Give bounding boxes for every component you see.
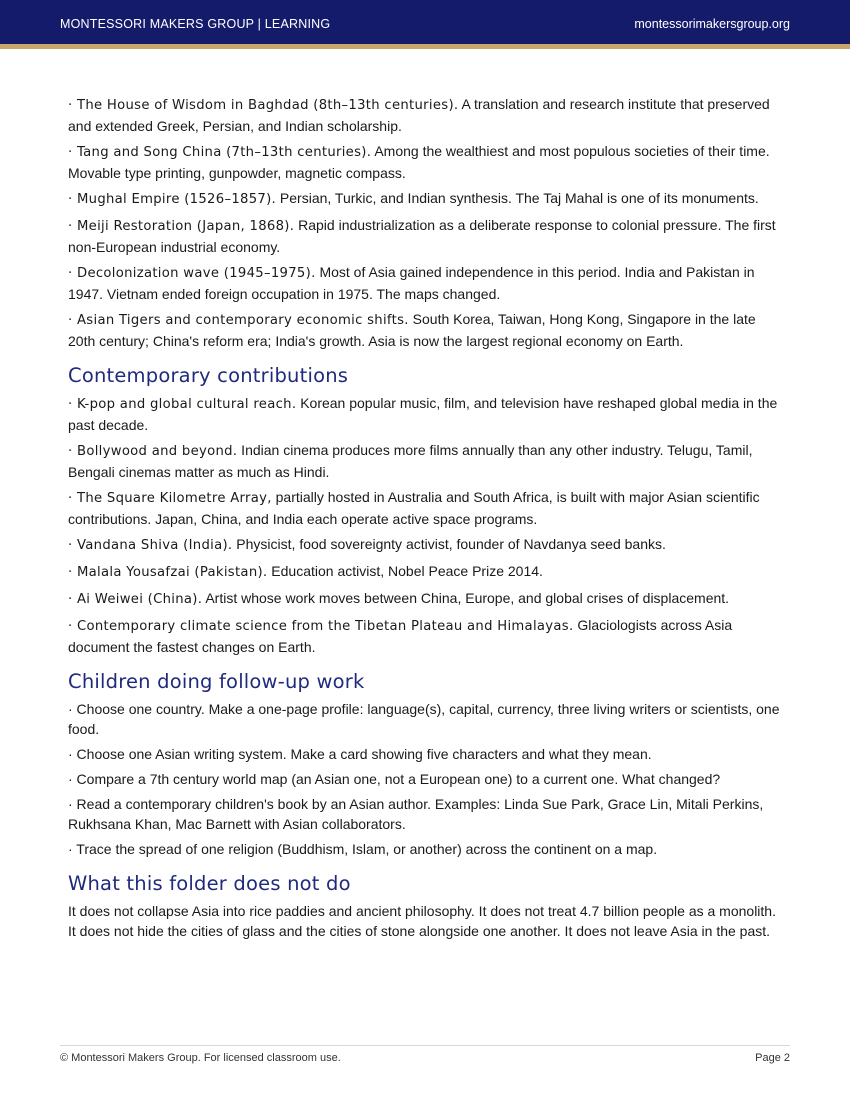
list-item [68, 588, 784, 610]
list-item-lead: · Contemporary climate science from the Tibetan Plateau and Himalayas. [68, 619, 574, 634]
list-item-lead: · Mughal Empire (1526–1857). [68, 192, 277, 207]
list-item-lead: · Tang and Song China (7th–13th centuries). [68, 145, 372, 160]
list-item: · Read a contemporary children's book by an Asian author. Examples: Linda Sue Park, Grace Lin, Mitali Perkins, Rukhsana Khan, Mac Barnett with Asian collaborators. [68, 796, 764, 832]
list-item [68, 141, 784, 183]
list-item-lead: · The Square Kilometre Array, [68, 491, 272, 506]
list-item-lead: · The House of Wisdom in Baghdad (8th–13th centuries). [68, 98, 459, 113]
section-heading-followup: Children doing follow-up work [68, 670, 365, 693]
list-item-text: Persian, Turkic, and Indian synthesis. The Taj Mahal is one of its monuments. [276, 190, 759, 206]
list-item [68, 534, 784, 556]
list-item-lead: · Bollywood and beyond. [68, 444, 238, 459]
list-item [68, 94, 784, 136]
page-content [68, 94, 784, 941]
list-item [68, 615, 784, 657]
not-do-paragraph: It does not collapse Asia into rice paddies and ancient philosophy. It does not treat 4.7 billion people as a monolith. It does not hide the cities of glass and the cities of stone alongside one another. It does not leave Asia in the past. [68, 903, 776, 939]
list-item-text: Education activist, Nobel Peace Prize 2014. [267, 563, 543, 579]
list-item-text: South Korea, Taiwan, Hong Kong, Singapore in the late 20th century; China's reform era; India's growth. Asia is now the largest regional economy on Earth. [68, 311, 756, 349]
list-item: · Compare a 7th century world map (an Asian one, not a European one) to a current one. What changed? [68, 771, 721, 787]
list-item: · Trace the spread of one religion (Buddhism, Islam, or another) across the continent on a map. [68, 841, 658, 857]
list-item-text: Artist whose work moves between China, Europe, and global crises of displacement. [202, 590, 730, 606]
list-item [68, 561, 784, 583]
list-item: · Choose one country. Make a one-page profile: language(s), capital, currency, three living writers or scientists, one food. [68, 701, 780, 737]
followup-list [68, 699, 784, 859]
list-item: · Choose one Asian writing system. Make a card showing five characters and what they mean. [68, 746, 652, 762]
list-item-text: partially hosted in Australia and South Africa, is built with major Asian scientific contributions. Japan, China, and India each operate active space programs. [68, 489, 760, 527]
list-item-text: Glaciologists across Asia document the fastest changes on Earth. [68, 617, 733, 655]
list-item-text: Korean popular music, film, and television have reshaped global media in the past decade. [68, 395, 778, 433]
list-item-lead: · K-pop and global cultural reach. [68, 397, 297, 412]
list-item [68, 309, 784, 351]
footer-rule [60, 1045, 790, 1046]
list-item-lead: · Decolonization wave (1945–1975). [68, 266, 316, 281]
footer-copyright: © Montessori Makers Group. For licensed classroom use. [60, 1052, 341, 1064]
list-item-lead: · Malala Yousafzai (Pakistan). [68, 565, 268, 580]
list-item-lead: · Ai Weiwei (China). [68, 592, 203, 607]
page-number: Page 2 [755, 1052, 790, 1064]
header-accent-rule [0, 44, 850, 49]
list-item [68, 215, 784, 257]
header-bar [0, 0, 850, 44]
list-item-text: Most of Asia gained independence in this period. India and Pakistan in 1947. Vietnam ended foreign occupation in 1975. The maps changed. [68, 264, 755, 302]
list-item-text: A translation and research institute that preserved and extended Greek, Persian, and Indian scholarship. [68, 96, 770, 134]
section-heading-not-do: What this folder does not do [68, 872, 351, 895]
history-list [68, 94, 784, 351]
list-item-text: Physicist, food sovereignty activist, founder of Navdanya seed banks. [232, 536, 666, 552]
header-org-label: MONTESSORI MAKERS GROUP | LEARNING [60, 17, 331, 31]
list-item-lead: · Asian Tigers and contemporary economic shifts. [68, 313, 409, 328]
list-item [68, 393, 784, 435]
header-website: montessorimakersgroup.org [634, 17, 790, 31]
list-item [68, 440, 784, 482]
list-item-text: Among the wealthiest and most populous societies of their time. Movable type printing, gunpowder, magnetic compass. [68, 143, 770, 181]
contemporary-list [68, 393, 784, 657]
list-item-lead: · Meiji Restoration (Japan, 1868). [68, 219, 295, 234]
section-heading-contemporary: Contemporary contributions [68, 364, 349, 387]
list-item [68, 262, 784, 304]
list-item-lead: · Vandana Shiva (India). [68, 538, 233, 553]
list-item [68, 487, 784, 529]
list-item [68, 188, 784, 210]
list-item-text: Rapid industrialization as a deliberate response to colonial pressure. The first non-European industrial economy. [68, 217, 776, 255]
list-item-text: Indian cinema produces more films annually than any other industry. Telugu, Tamil, Bengali cinemas matter as much as Hindi. [68, 442, 753, 480]
